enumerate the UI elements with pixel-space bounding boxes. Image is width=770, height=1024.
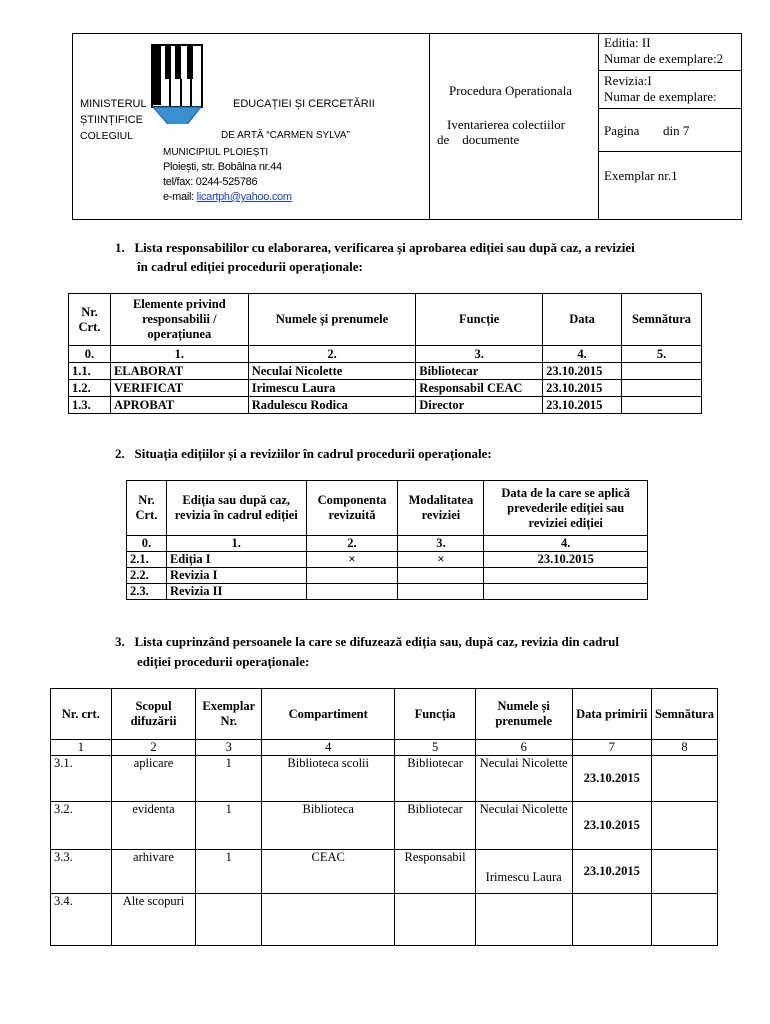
- header-componenta: Componenta revizuită: [306, 481, 398, 536]
- cell: 2.3.: [127, 584, 167, 600]
- index-cell: 3.: [416, 346, 543, 363]
- cell: 1: [196, 802, 262, 850]
- procedure-subject-1: Iventarierea colectiilor: [447, 117, 566, 132]
- cell: 1.3.: [69, 397, 111, 414]
- signature-cell: [622, 363, 702, 380]
- cell: Bibliotecar: [395, 756, 476, 802]
- cell: 23.10.2015: [572, 850, 651, 894]
- header-data-aplicare: Data de la care se aplică prevederile ediției sau reviziei ediției: [484, 481, 648, 536]
- procedure-subject-2: de documente: [437, 132, 520, 147]
- numar-exemplare-1: Numar de exemplare:2: [604, 51, 724, 66]
- index-cell: 6: [475, 740, 572, 756]
- index-cell: 8: [651, 740, 717, 756]
- signature-cell: [651, 756, 717, 802]
- cell: [196, 894, 262, 946]
- email-link[interactable]: licartph@yahoo.com: [196, 191, 292, 203]
- signature-cell: [622, 380, 702, 397]
- cell: Revizia II: [166, 584, 306, 600]
- cell: [484, 584, 648, 600]
- section1-title-1: 1. Lista responsabililor cu elaborarea, verificarea și aprobarea ediției sau după caz, a reviziei: [115, 240, 635, 255]
- index-cell: 1.: [166, 536, 306, 552]
- signature-cell: [622, 397, 702, 414]
- cell: 23.10.2015: [543, 397, 622, 414]
- cell: 23.10.2015: [572, 756, 651, 802]
- index-cell: 0.: [127, 536, 167, 552]
- cell: Director: [416, 397, 543, 414]
- telfax: tel/fax: 0244-525786: [163, 176, 258, 188]
- ministry-line1b: EDUCAȚIEI ȘI CERCETĂRII: [233, 98, 375, 110]
- signature-cell: [651, 894, 717, 946]
- section3-title-1: 3. Lista cuprinzând persoanele la care se difuzează ediția sau, după caz, revizia din cadrul: [115, 634, 619, 649]
- cell: aplicare: [111, 756, 196, 802]
- cell: Neculai Nicolette: [475, 756, 572, 802]
- cell: Bibliotecar: [416, 363, 543, 380]
- header-semnatura: Semnătura: [622, 294, 702, 346]
- header-functie: Funcție: [416, 294, 543, 346]
- index-cell: 1: [51, 740, 112, 756]
- table-row: [51, 894, 718, 946]
- distribution-table: [50, 688, 718, 946]
- table-row: [51, 802, 718, 850]
- header-elemente: Elemente privind responsabilii / operațiunea: [110, 294, 248, 346]
- header-semnatura: Semnătura: [651, 689, 717, 740]
- cell: [475, 894, 572, 946]
- cell: 23.10.2015: [484, 552, 648, 568]
- index-cell: 4: [262, 740, 395, 756]
- cell: 1: [196, 756, 262, 802]
- cell: Biblioteca: [262, 802, 395, 850]
- pagina-total: din 7: [663, 123, 690, 138]
- index-cell: 4.: [543, 346, 622, 363]
- header-compartiment: Compartiment: [262, 689, 395, 740]
- cell: evidenta: [111, 802, 196, 850]
- cell: Biblioteca scolii: [262, 756, 395, 802]
- header-editia: Ediția sau după caz, revizia în cadrul ediției: [166, 481, 306, 536]
- cell: [572, 894, 651, 946]
- header-data-primirii: Data primirii: [572, 689, 651, 740]
- index-cell: 1.: [110, 346, 248, 363]
- header-data: Data: [543, 294, 622, 346]
- index-cell: 4.: [484, 536, 648, 552]
- procedure-title: Procedura Operationala: [449, 83, 573, 98]
- revizia: Revizia:I: [604, 73, 652, 88]
- header-functia: Funcția: [395, 689, 476, 740]
- cell: [395, 894, 476, 946]
- cell: Irimescu Laura: [475, 850, 572, 894]
- cell: 23.10.2015: [543, 380, 622, 397]
- editions-table: [126, 480, 648, 600]
- cell: Responsabil CEAC: [416, 380, 543, 397]
- ministry-line1: MINISTERUL: [80, 98, 147, 110]
- cell: [484, 568, 648, 584]
- municipality: MUNICIPIUL PLOIEȘTI: [163, 147, 269, 158]
- table-header-row: [127, 481, 648, 536]
- signature-cell: [651, 802, 717, 850]
- header-row-line: [598, 151, 742, 152]
- table-row: [69, 380, 702, 397]
- responsibles-table: [68, 293, 702, 414]
- index-cell: 5.: [622, 346, 702, 363]
- pagina-label: Pagina: [604, 123, 640, 138]
- table-row: [127, 552, 648, 568]
- cell: [398, 584, 484, 600]
- exemplar-number: Exemplar nr.1: [604, 168, 678, 183]
- cell: [306, 568, 398, 584]
- cell: Bibliotecar: [395, 802, 476, 850]
- numar-exemplare-2: Numar de exemplare:: [604, 89, 717, 104]
- header-nume: Numele și prenumele: [248, 294, 416, 346]
- cell: 1.2.: [69, 380, 111, 397]
- college-label: COLEGIUL: [80, 130, 134, 142]
- index-cell: 7: [572, 740, 651, 756]
- index-cell: 3.: [398, 536, 484, 552]
- cell: arhivare: [111, 850, 196, 894]
- table-index-row: [51, 740, 718, 756]
- header-row-line: [598, 108, 742, 109]
- cell: VERIFICAT: [110, 380, 248, 397]
- index-cell: 2.: [306, 536, 398, 552]
- section3-title-2: ediției procedurii operaționale:: [137, 654, 310, 669]
- cell: 1.1.: [69, 363, 111, 380]
- header-row-line: [598, 70, 742, 71]
- header-divider: [429, 33, 430, 220]
- table-header-row: [51, 689, 718, 740]
- cell: APROBAT: [110, 397, 248, 414]
- cell: [262, 894, 395, 946]
- cell: Responsabil: [395, 850, 476, 894]
- header-nr-crt: Nr. crt.: [51, 689, 112, 740]
- cell: Radulescu Rodica: [248, 397, 416, 414]
- address: Ploiești, str. Bobâlna nr.44: [163, 161, 282, 173]
- school-logo-icon: [151, 44, 203, 138]
- table-row: [51, 850, 718, 894]
- table-index-row: [127, 536, 648, 552]
- signature-cell: [651, 850, 717, 894]
- table-row: [51, 756, 718, 802]
- table-row: [127, 584, 648, 600]
- index-cell: 2: [111, 740, 196, 756]
- cell: CEAC: [262, 850, 395, 894]
- table-header-row: [69, 294, 702, 346]
- email-label: e-mail:: [163, 191, 197, 203]
- index-cell: 3: [196, 740, 262, 756]
- header-nume: Numele și prenumele: [475, 689, 572, 740]
- cell: 3.1.: [51, 756, 112, 802]
- header-divider: [598, 33, 599, 220]
- table-row: [69, 397, 702, 414]
- table-row: [127, 568, 648, 584]
- cell: 2.1.: [127, 552, 167, 568]
- cell: Neculai Nicolette: [475, 802, 572, 850]
- cell: 3.2.: [51, 802, 112, 850]
- header-nr-crt: Nr. Crt.: [69, 294, 111, 346]
- table-row: [69, 363, 702, 380]
- ministry-line2: ȘTIINȚIFICE: [80, 114, 143, 126]
- college-name: DE ARTĂ “CARMEN SYLVA”: [221, 130, 350, 141]
- index-cell: 2.: [248, 346, 416, 363]
- cell: Revizia I: [166, 568, 306, 584]
- cell: [306, 584, 398, 600]
- email-line: [163, 191, 292, 203]
- cell: 23.10.2015: [543, 363, 622, 380]
- cell: Neculai Nicolette: [248, 363, 416, 380]
- cell: 2.2.: [127, 568, 167, 584]
- cell: 3.3.: [51, 850, 112, 894]
- cell: Alte scopuri: [111, 894, 196, 946]
- cell: [398, 568, 484, 584]
- cell: Irimescu Laura: [248, 380, 416, 397]
- index-cell: 5: [395, 740, 476, 756]
- cell: Ediția I: [166, 552, 306, 568]
- cross-mark-icon: ×: [306, 552, 398, 568]
- section1-title-2: în cadrul ediției procedurii operaționale:: [137, 259, 363, 274]
- cell: ELABORAT: [110, 363, 248, 380]
- cell: 3.4.: [51, 894, 112, 946]
- cell: 23.10.2015: [572, 802, 651, 850]
- header-modalitatea: Modalitatea reviziei: [398, 481, 484, 536]
- cross-mark-icon: ×: [398, 552, 484, 568]
- cell: 1: [196, 850, 262, 894]
- header-nr-crt: Nr. Crt.: [127, 481, 167, 536]
- header-exemplar: Exemplar Nr.: [196, 689, 262, 740]
- index-cell: 0.: [69, 346, 111, 363]
- table-index-row: [69, 346, 702, 363]
- header-scopul: Scopul difuzării: [111, 689, 196, 740]
- editia: Editia: II: [604, 35, 651, 50]
- section2-title: 2. Situația edițiilor și a reviziilor în cadrul procedurii operaționale:: [115, 446, 492, 461]
